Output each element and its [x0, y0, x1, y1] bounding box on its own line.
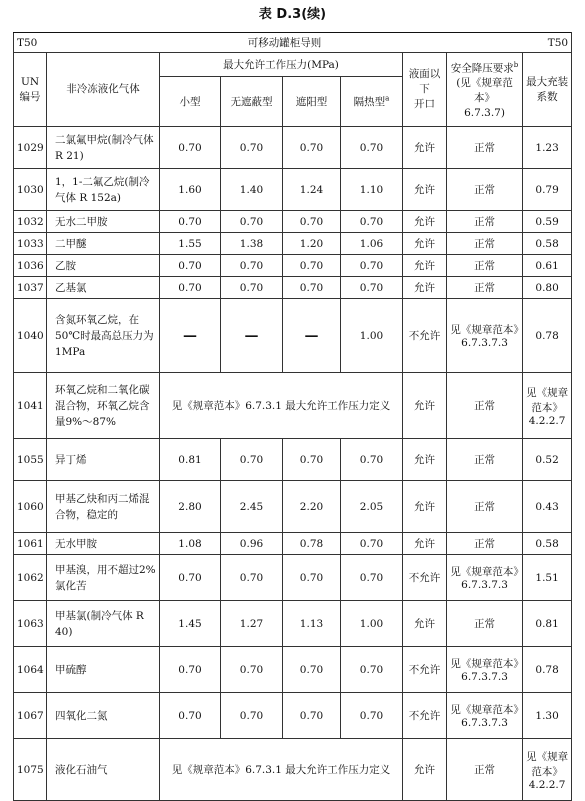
- un-number-cell: 1064: [14, 647, 47, 693]
- gas-name-cell: 甲基溴，用不超过2%氯化苦: [47, 555, 160, 601]
- table-row: [14, 739, 572, 801]
- pressure-unshaded-cell: 0.70: [221, 555, 283, 601]
- pressure-insulated-cell: 1.10: [341, 169, 403, 211]
- pressure-shaded-cell: 0.70: [283, 255, 341, 277]
- table-row: [14, 169, 572, 211]
- pressure-relief-cell: 正常: [447, 373, 523, 439]
- pressure-shaded-cell: —: [283, 299, 341, 373]
- pressure-insulated-cell: 0.70: [341, 555, 403, 601]
- pressure-reference-cell: 见《规章范本》6.7.3.1 最大允许工作压力定义: [160, 373, 403, 439]
- header-pressure-relief: [447, 53, 523, 127]
- pressure-relief-cell: 正常: [447, 739, 523, 801]
- pressure-insulated-cell: 0.70: [341, 211, 403, 233]
- table-row: [14, 127, 572, 169]
- pressure-unshaded-cell: 2.45: [221, 481, 283, 533]
- pressure-small-cell: 0.81: [160, 439, 221, 481]
- filling-ratio-cell: 0.79: [523, 169, 572, 211]
- pressure-relief-cell: 见《规章范本》6.7.3.7.3: [447, 647, 523, 693]
- table-row: [14, 693, 572, 739]
- bottom-opening-cell: 允许: [403, 127, 447, 169]
- pressure-insulated-cell: 1.00: [341, 601, 403, 647]
- header-bottom-opening: 液面以下 开口: [403, 53, 447, 127]
- filling-ratio-cell: 0.59: [523, 211, 572, 233]
- gas-name-cell: 甲基乙炔和丙二烯混合物，稳定的: [47, 481, 160, 533]
- pressure-small-cell: 1.45: [160, 601, 221, 647]
- pressure-insulated-cell: 0.70: [341, 647, 403, 693]
- pressure-unshaded-cell: 0.70: [221, 211, 283, 233]
- header-relief-label: 安全降压要求: [450, 62, 514, 75]
- header-pressure-group: 最大允许工作压力(MPa): [160, 53, 403, 77]
- pressure-unshaded-cell: 0.70: [221, 693, 283, 739]
- table-row: [14, 255, 572, 277]
- pressure-shaded-cell: 0.70: [283, 555, 341, 601]
- pressure-shaded-cell: 0.70: [283, 647, 341, 693]
- pressure-shaded-cell: 0.70: [283, 211, 341, 233]
- pressure-shaded-cell: 2.20: [283, 481, 341, 533]
- table-row: [14, 555, 572, 601]
- filling-ratio-cell: 见《规章范本》4.2.2.7: [523, 739, 572, 801]
- pressure-insulated-cell: 1.06: [341, 233, 403, 255]
- pressure-small-cell: 1.55: [160, 233, 221, 255]
- pressure-relief-cell: 见《规章范本》6.7.3.7.3: [447, 555, 523, 601]
- gas-name-cell: 二甲醚: [47, 233, 160, 255]
- pressure-small-cell: 0.70: [160, 647, 221, 693]
- pressure-shaded-cell: 1.24: [283, 169, 341, 211]
- filling-ratio-cell: 0.78: [523, 299, 572, 373]
- filling-ratio-cell: 1.30: [523, 693, 572, 739]
- pressure-relief-cell: 正常: [447, 255, 523, 277]
- pressure-unshaded-cell: 0.70: [221, 127, 283, 169]
- bottom-opening-cell: 允许: [403, 233, 447, 255]
- pressure-relief-cell: 正常: [447, 439, 523, 481]
- bottom-opening-cell: 允许: [403, 169, 447, 211]
- pressure-shaded-cell: 0.70: [283, 693, 341, 739]
- pressure-shaded-cell: 0.70: [283, 439, 341, 481]
- pressure-relief-cell: 正常: [447, 127, 523, 169]
- gas-name-cell: 四氧化二氮: [47, 693, 160, 739]
- pressure-insulated-cell: 0.70: [341, 127, 403, 169]
- gas-name-cell: 乙胺: [47, 255, 160, 277]
- bottom-opening-cell: 不允许: [403, 693, 447, 739]
- header-insulated-label: 隔热型: [353, 96, 386, 108]
- bottom-opening-cell: 允许: [403, 481, 447, 533]
- header-max-filling-ratio: 最大充装 系数: [523, 53, 572, 127]
- pressure-shaded-cell: 0.70: [283, 127, 341, 169]
- pressure-small-cell: 0.70: [160, 555, 221, 601]
- un-number-cell: 1032: [14, 211, 47, 233]
- pressure-relief-cell: 正常: [447, 233, 523, 255]
- pressure-small-cell: —: [160, 299, 221, 373]
- table-caption: 表 D.3(续): [258, 7, 327, 22]
- header-shaded: 遮阳型: [283, 77, 341, 127]
- header-insulated: [341, 77, 403, 127]
- table-body: [14, 127, 572, 801]
- pressure-small-cell: 0.70: [160, 277, 221, 299]
- gas-name-cell: 甲硫醇: [47, 647, 160, 693]
- un-number-cell: 1061: [14, 533, 47, 555]
- bottom-opening-cell: 不允许: [403, 299, 447, 373]
- bottom-opening-cell: 不允许: [403, 647, 447, 693]
- code-right: T50: [523, 33, 572, 53]
- bottom-opening-cell: 允许: [403, 373, 447, 439]
- pressure-unshaded-cell: —: [221, 299, 283, 373]
- un-number-cell: 1029: [14, 127, 47, 169]
- table-title: 可移动罐柜导则: [47, 33, 523, 53]
- pressure-unshaded-cell: 0.96: [221, 533, 283, 555]
- un-number-cell: 1041: [14, 373, 47, 439]
- table-row: [14, 211, 572, 233]
- filling-ratio-cell: 见《规章范本》4.2.2.7: [523, 373, 572, 439]
- gas-name-cell: 无水二甲胺: [47, 211, 160, 233]
- pressure-small-cell: 0.70: [160, 211, 221, 233]
- un-number-cell: 1030: [14, 169, 47, 211]
- header-row-1: [14, 53, 572, 77]
- pressure-insulated-cell: 0.70: [341, 255, 403, 277]
- pressure-shaded-cell: 0.70: [283, 277, 341, 299]
- un-number-cell: 1067: [14, 693, 47, 739]
- pressure-insulated-cell: 0.70: [341, 277, 403, 299]
- pressure-reference-cell: 见《规章范本》6.7.3.1 最大允许工作压力定义: [160, 739, 403, 801]
- gas-name-cell: 二氯氟甲烷(制冷气体 R 21): [47, 127, 160, 169]
- gas-name-cell: 异丁烯: [47, 439, 160, 481]
- un-number-cell: 1040: [14, 299, 47, 373]
- un-number-cell: 1055: [14, 439, 47, 481]
- bottom-opening-cell: 允许: [403, 533, 447, 555]
- bottom-opening-cell: 允许: [403, 739, 447, 801]
- pressure-unshaded-cell: 0.70: [221, 277, 283, 299]
- footnote-a-marker: a: [385, 94, 390, 103]
- filling-ratio-cell: 0.43: [523, 481, 572, 533]
- bottom-opening-cell: 允许: [403, 211, 447, 233]
- pressure-unshaded-cell: 1.38: [221, 233, 283, 255]
- pressure-unshaded-cell: 0.70: [221, 647, 283, 693]
- gas-name-cell: 乙基氯: [47, 277, 160, 299]
- un-number-cell: 1036: [14, 255, 47, 277]
- filling-ratio-cell: 0.81: [523, 601, 572, 647]
- header-gas-name: 非冷冻液化气体: [47, 53, 160, 127]
- table-row: [14, 373, 572, 439]
- un-number-cell: 1075: [14, 739, 47, 801]
- pressure-insulated-cell: 2.05: [341, 481, 403, 533]
- code-left: T50: [14, 33, 47, 53]
- table-row: [14, 533, 572, 555]
- filling-ratio-cell: 1.51: [523, 555, 572, 601]
- gas-name-cell: 无水甲胺: [47, 533, 160, 555]
- pressure-shaded-cell: 1.20: [283, 233, 341, 255]
- table-row: [14, 277, 572, 299]
- pressure-shaded-cell: 1.13: [283, 601, 341, 647]
- filling-ratio-cell: 1.23: [523, 127, 572, 169]
- pressure-relief-cell: 正常: [447, 277, 523, 299]
- pressure-unshaded-cell: 1.40: [221, 169, 283, 211]
- bottom-opening-cell: 允许: [403, 601, 447, 647]
- un-number-cell: 1062: [14, 555, 47, 601]
- table-row: [14, 481, 572, 533]
- pressure-small-cell: 1.60: [160, 169, 221, 211]
- pressure-insulated-cell: 0.70: [341, 439, 403, 481]
- portable-tank-instruction-table: [13, 32, 572, 801]
- bottom-opening-cell: 允许: [403, 255, 447, 277]
- pressure-insulated-cell: 1.00: [341, 299, 403, 373]
- header-unshaded: 无遮蔽型: [221, 77, 283, 127]
- un-number-cell: 1037: [14, 277, 47, 299]
- filling-ratio-cell: 0.52: [523, 439, 572, 481]
- gas-name-cell: 液化石油气: [47, 739, 160, 801]
- un-number-cell: 1063: [14, 601, 47, 647]
- pressure-insulated-cell: 0.70: [341, 533, 403, 555]
- filling-ratio-cell: 0.61: [523, 255, 572, 277]
- filling-ratio-cell: 0.80: [523, 277, 572, 299]
- table-row: [14, 647, 572, 693]
- filling-ratio-cell: 0.58: [523, 533, 572, 555]
- pressure-unshaded-cell: 0.70: [221, 439, 283, 481]
- header-relief-reference: (见《规章范本》 6.7.3.7): [456, 77, 513, 120]
- gas-name-cell: 1，1-二氟乙烷(制冷气体 R 152a): [47, 169, 160, 211]
- footnote-b-marker: b: [513, 60, 519, 69]
- pressure-small-cell: 0.70: [160, 255, 221, 277]
- table-row: [14, 299, 572, 373]
- table-row: [14, 439, 572, 481]
- pressure-unshaded-cell: 0.70: [221, 255, 283, 277]
- table-header: [14, 33, 572, 127]
- pressure-small-cell: 0.70: [160, 693, 221, 739]
- bottom-opening-cell: 不允许: [403, 555, 447, 601]
- bottom-opening-cell: 允许: [403, 277, 447, 299]
- instruction-code-row: [14, 33, 572, 53]
- un-number-cell: 1033: [14, 233, 47, 255]
- pressure-relief-cell: 正常: [447, 601, 523, 647]
- pressure-relief-cell: 见《规章范本》6.7.3.7.3: [447, 693, 523, 739]
- filling-ratio-cell: 0.58: [523, 233, 572, 255]
- pressure-relief-cell: 正常: [447, 169, 523, 211]
- pressure-small-cell: 1.08: [160, 533, 221, 555]
- table-row: [14, 233, 572, 255]
- gas-name-cell: 甲基氯(制冷气体 R 40): [47, 601, 160, 647]
- filling-ratio-cell: 0.78: [523, 647, 572, 693]
- un-number-cell: 1060: [14, 481, 47, 533]
- pressure-insulated-cell: 0.70: [341, 693, 403, 739]
- pressure-unshaded-cell: 1.27: [221, 601, 283, 647]
- pressure-relief-cell: 正常: [447, 533, 523, 555]
- pressure-small-cell: 0.70: [160, 127, 221, 169]
- pressure-shaded-cell: 0.78: [283, 533, 341, 555]
- pressure-relief-cell: 见《规章范本》6.7.3.7.3: [447, 299, 523, 373]
- bottom-opening-cell: 允许: [403, 439, 447, 481]
- pressure-small-cell: 2.80: [160, 481, 221, 533]
- header-small: 小型: [160, 77, 221, 127]
- gas-name-cell: 环氧乙烷和二氧化碳混合物，环氧乙烷含量9%～87%: [47, 373, 160, 439]
- header-un-number: UN 编号: [14, 53, 47, 127]
- pressure-relief-cell: 正常: [447, 211, 523, 233]
- gas-name-cell: 含氮环氧乙烷，在50℃时最高总压力为1MPa: [47, 299, 160, 373]
- table-row: [14, 601, 572, 647]
- pressure-relief-cell: 正常: [447, 481, 523, 533]
